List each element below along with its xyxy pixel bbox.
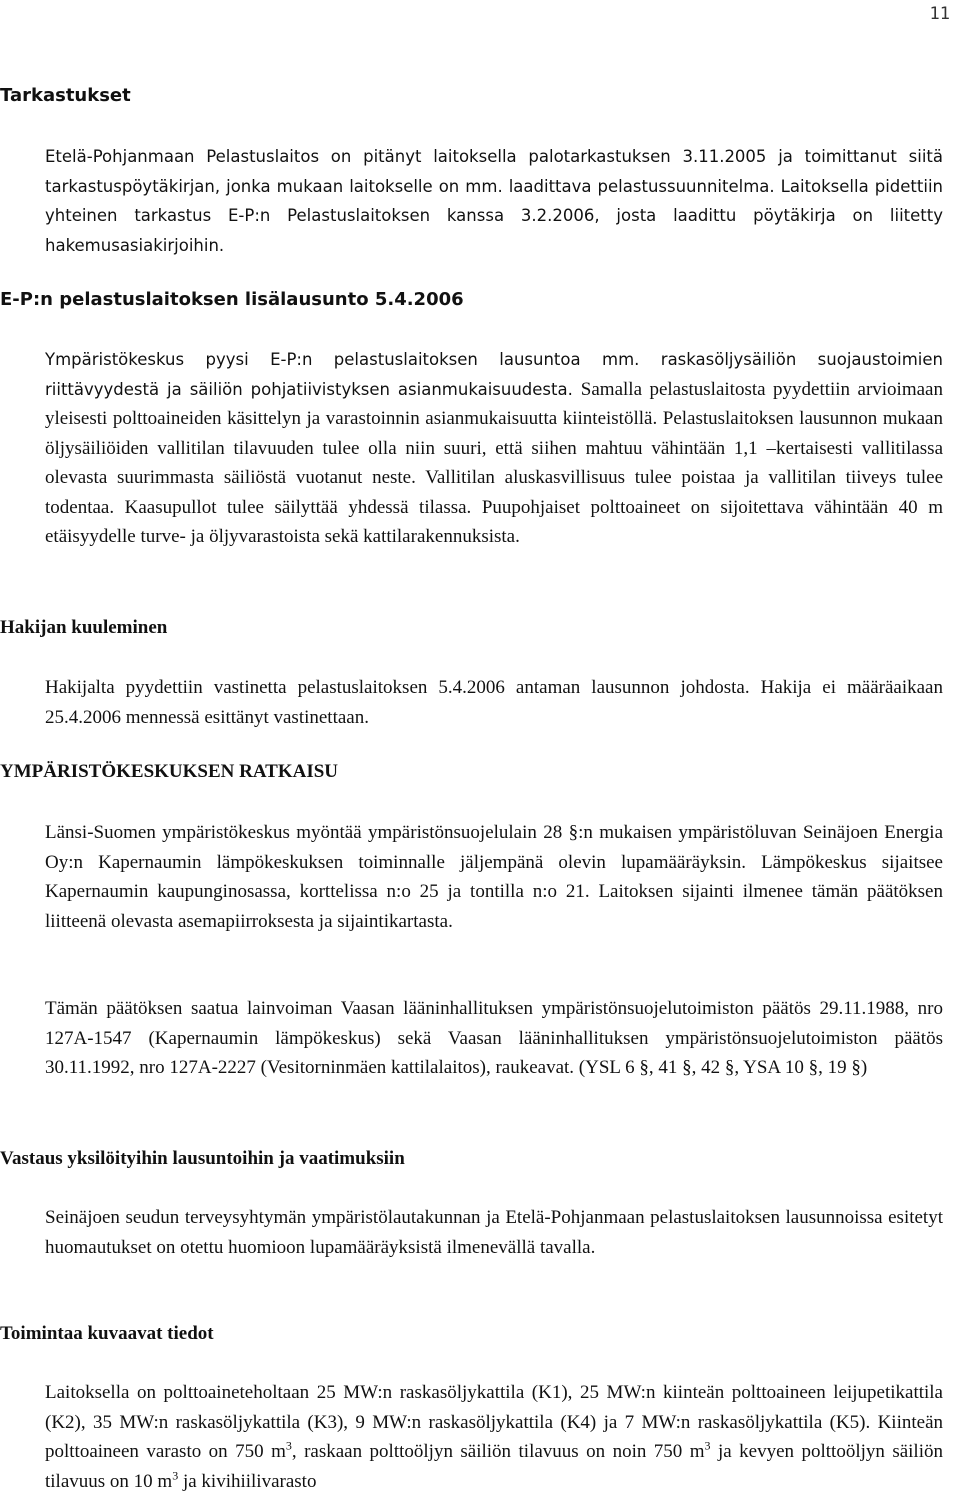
page-number: 11 [929,4,950,24]
heading-lisalausunto: E-P:n pelastuslaitoksen lisälausunto 5.4.2006 [0,289,464,310]
heading-vastaus: Vastaus yksilöityihin lausuntoihin ja vaatimuksiin [0,1148,405,1169]
superscript-3: 3 [172,1468,179,1483]
paragraph-toimintaa [45,1378,943,1496]
lisalausunto-part1: Ympäristökeskus pyysi E-P:n pelastuslaitoksen lausuntoa mm. [45,350,661,369]
lisalausunto-part3: Samalla pelastuslaitosta pyydettiin arvioimaan yleisesti polttoaineiden käsittelyn ja varastoinnin asianmukaisuutta kiinteistöllä. Pelastuslaitoksen lausunnon mukaan öljysäiliöiden vallitilan tilavuuden tulee olla niin suuri, että siihen mahtuu vähintään 1,1 –kertaisesti vallitilassa olevasta suurimmasta säiliöstä vuotanut neste. Vallitilan aluskasvillisuus tulee poistaa ja vallitilan tiiveys tulee todentaa. Kaasupullot tulee säilyttää yhdessä tilassa. Puupohjaiset polttoaineet on sijoitettava vähintään 40 m etäisyydelle turve- ja öljyvarastoista sekä kattilarakennuksista. [45,378,943,547]
heading-ratkaisu: YMPÄRISTÖKESKUKSEN RATKAISU [0,761,339,782]
toimintaa-text-d: ja kivihiilivarasto [178,1470,317,1492]
paragraph-ratkaisu-2: Tämän päätöksen saatua lainvoiman Vaasan lääninhallituksen ympäristönsuojelutoimiston päätös 29.11.1988, nro 127A-1547 (Kapernaumin lämpökeskus) sekä Vaasan lääninhallituksen ympäristönsuojelutoimiston päätös 30.11.1992, nro 127A-2227 (Vesitorninmäen kattilalaitos), raukeavat. (YSL 6 §, 41 §, 42 §, YSA 10 §, 19 §) [45,998,943,1078]
paragraph-kuuleminen: Hakijalta pyydettiin vastinetta pelastuslaitoksen 5.4.2006 antaman lausunnon johdosta. Hakija ei määräaikaan 25.4.2006 mennessä esittänyt vastinettaan. [45,677,943,728]
paragraph-tarkastukset: Etelä-Pohjanmaan Pelastuslaitos on pitänyt laitoksella palotarkastuksen 3.11.2005 ja toimittanut siitä tarkastuspöytäkirjan, jonka mukaan laitokselle on mm. laadittava pelastussuunnitelma. Laitoksella pidettiin yhteinen tarkastus E-P:n Pelastuslaitoksen kanssa 3.2.2006, josta laadittu pöytäkirja on liitetty hakemusasiakirjoihin. [45,147,943,255]
toimintaa-text-c: ja kevyen polttoöljyn säiliön tilavuus on 10 m [45,1441,943,1492]
toimintaa-text-b: , raskaan polttoöljyn säiliön tilavuus on noin 750 m [291,1441,705,1462]
paragraph-lisalausunto [45,345,943,552]
superscript-3: 3 [704,1438,711,1453]
lisalausunto-part2: raskasöljysäiliön suojaustoimien riittävyydestä ja säiliön pohjatiivistyksen asianmukaisuudesta. [45,350,943,399]
paragraph-vastaus: Seinäjoen seudun terveysyhtymän ympäristölautakunnan ja Etelä-Pohjanmaan pelastuslaitoksen lausunnoissa esitetyt huomautukset on otettu huomioon lupamääräyksistä ilmenevällä tavalla. [45,1207,943,1258]
paragraph-ratkaisu-1: Länsi-Suomen ympäristökeskus myöntää ympäristönsuojelulain 28 §:n mukaisen ympäristöluvan Seinäjoen Energia Oy:n Kapernaumin lämpökeskuksen toiminnalle jäljempänä olevin lupamääräyksin. Lämpökeskus sijaitsee Kapernaumin kaupunginosassa, korttelissa n:o 25 ja tontilla n:o 21. Laitoksen sijainti ilmenee tämän päätöksen liitteenä olevasta asemapiirroksesta ja sijaintikartasta. [45,822,943,932]
superscript-3: 3 [285,1438,292,1453]
heading-toimintaa: Toimintaa kuvaavat tiedot [0,1323,214,1344]
toimintaa-text-a: Laitoksella on polttoaineteholtaan 25 MW:n raskasöljykattila (K1), 25 MW:n kiinteän polttoaineen leijupetikattila (K2), 35 MW:n raskasöljykattila (K3), 9 MW:n raskasöljykattila (K4) ja 7 MW:n raskasöljykattila (K5). Kiinteän polttoaineen varasto on 750 m [45,1382,943,1462]
heading-tarkastukset: Tarkastukset [0,85,131,106]
heading-kuuleminen: Hakijan kuuleminen [0,617,168,638]
